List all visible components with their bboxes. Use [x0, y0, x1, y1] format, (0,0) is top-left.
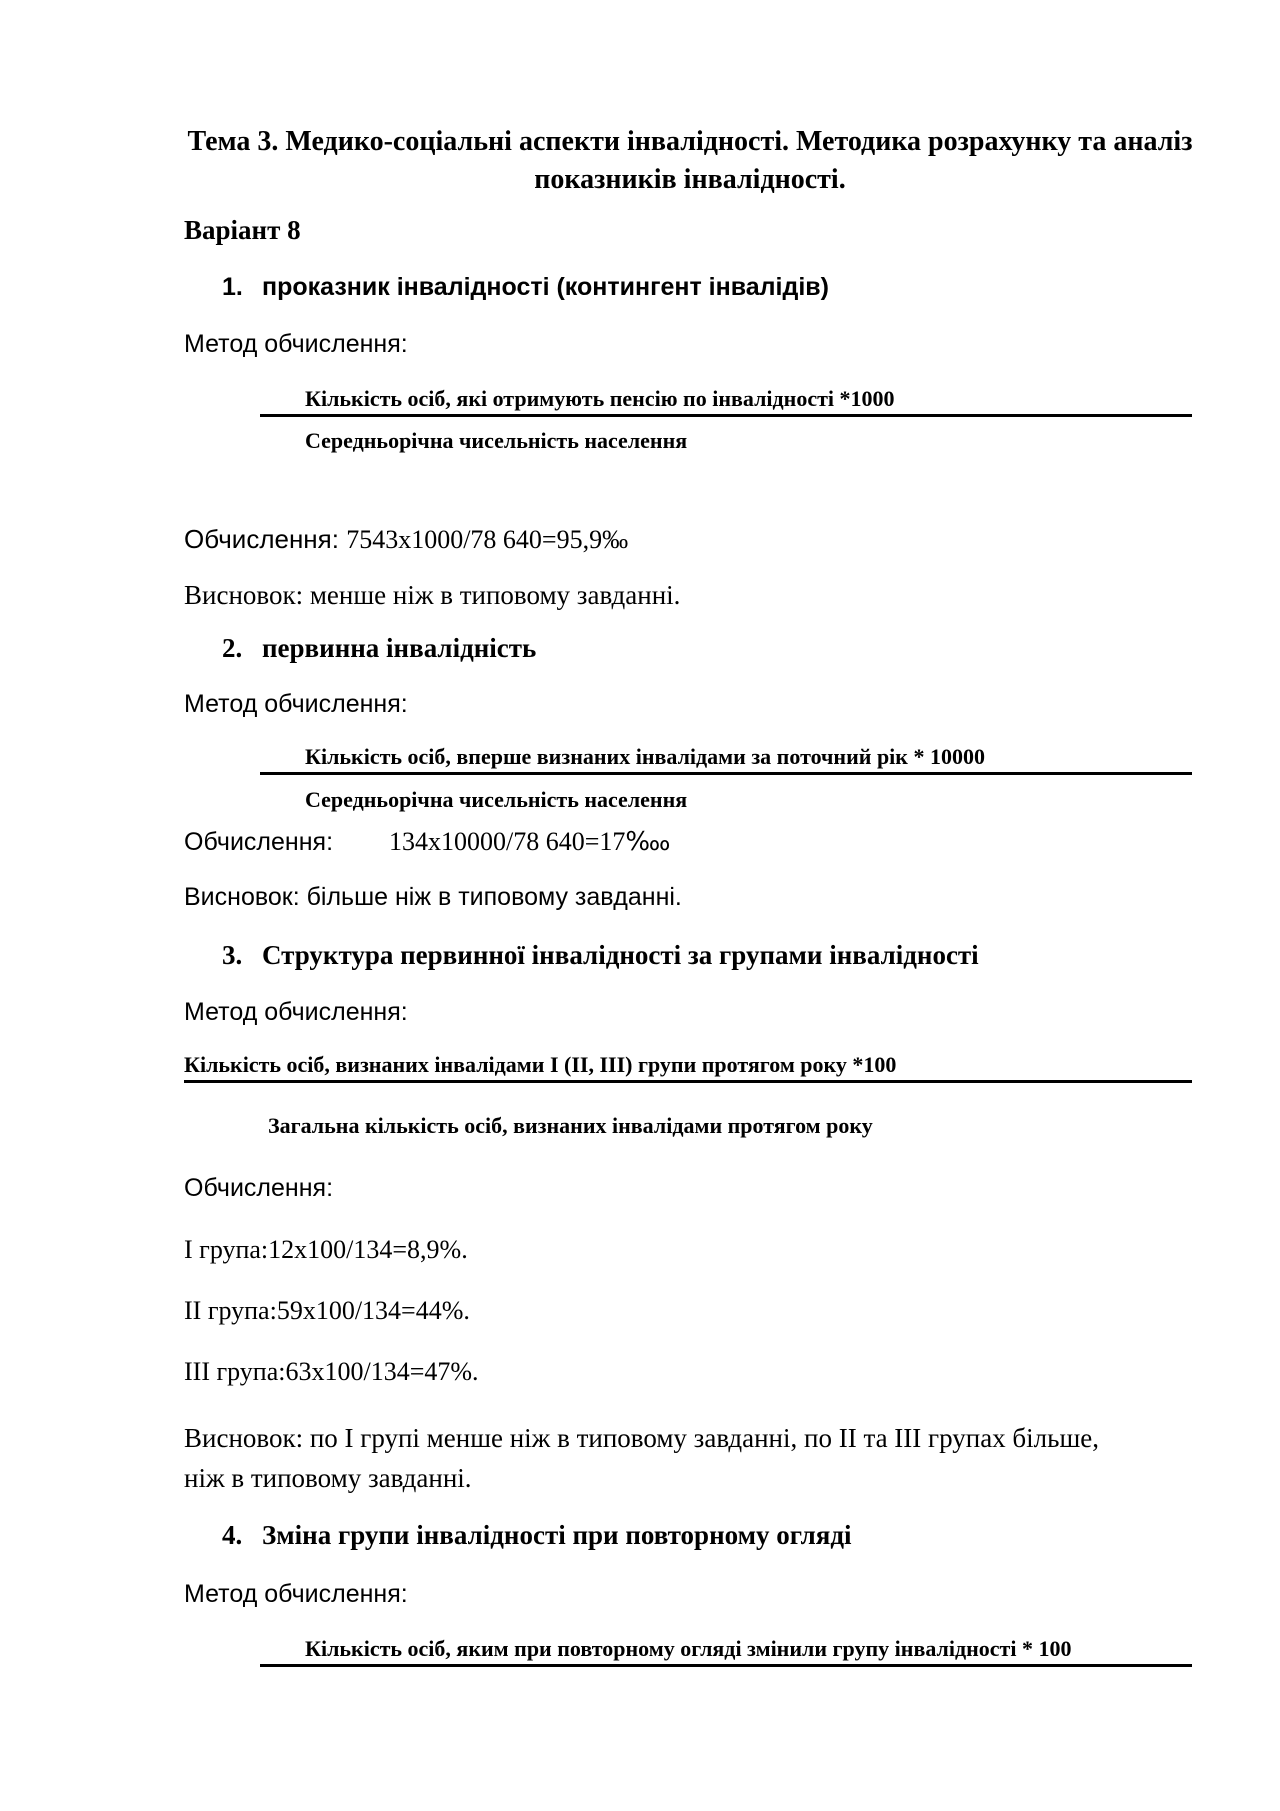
- section-1-numerator: Кількість осіб, які отримують пенсію по інвалідності *1000: [305, 386, 895, 411]
- section-3-number: 3.: [222, 940, 243, 970]
- section-1-calc-label: Обчислення:: [184, 524, 347, 554]
- section-3-calc-label: Обчислення:: [184, 1174, 334, 1202]
- section-1-method-label: Метод обчислення:: [184, 330, 408, 358]
- section-3-numerator: Кількість осіб, визнаних інвалідами I (II, III) групи протягом року *100: [184, 1052, 897, 1077]
- result-group-1: I група:12x100/134=8,9%.: [184, 1235, 468, 1264]
- section-4-fraction-bar: [260, 1664, 1192, 1667]
- section-3-fraction-bar: [184, 1080, 1192, 1083]
- section-2-fraction-bar: [260, 772, 1192, 775]
- page-title: Тема 3. Медико-соціальні аспекти інвалідності. Методика розрахунку та аналіз показників інвалідності.: [187, 126, 1193, 195]
- section-2-denominator: Середньорічна чисельність населення: [305, 787, 688, 812]
- section-2-method-label: Метод обчислення:: [184, 690, 408, 718]
- section-2-numerator: Кількість осіб, вперше визнаних інвалідами за поточний рік * 10000: [305, 744, 985, 769]
- section-3-method-label: Метод обчислення:: [184, 998, 408, 1026]
- section-2-heading: первинна інвалідність: [262, 633, 537, 663]
- section-4-number: 4.: [222, 1520, 243, 1550]
- section-4-heading: Зміна групи інвалідності при повторному огляді: [262, 1520, 852, 1550]
- section-2-conclusion: Висновок: більше ніж в типовому завданні.: [184, 883, 682, 911]
- section-1-denominator: Середньорічна чисельність населення: [305, 428, 688, 453]
- variant-label: Варіант 8: [184, 215, 301, 245]
- result-group-2: II група:59x100/134=44%.: [184, 1296, 470, 1325]
- result-group-3: III група:63x100/134=47%.: [184, 1357, 479, 1386]
- section-3-denominator: Загальна кількість осіб, визнаних інвалідами протягом року: [268, 1113, 873, 1138]
- section-2-calc-label: Обчислення:: [184, 828, 334, 856]
- section-1-number: 1.: [222, 273, 243, 301]
- section-3-conclusion: Висновок: по I групі менше ніж в типовому завданні, по II та III групах більше, ніж в типовому завданні.: [184, 1423, 1099, 1493]
- section-1-fraction-bar: [260, 414, 1192, 417]
- section-3-heading: Структура первинної інвалідності за групами інвалідності: [262, 940, 979, 970]
- section-4-numerator: Кількість осіб, яким при повторному огляді змінили групу інвалідності * 100: [305, 1636, 1072, 1661]
- section-1-conclusion: Висновок: менше ніж в типовому завданні.: [184, 580, 681, 610]
- section-4-method-label: Метод обчислення:: [184, 1580, 408, 1608]
- section-2-calc-value: 134x10000/78 640=17‱: [389, 827, 671, 856]
- section-1-calc-value: 7543x1000/78 640=95,9‰: [346, 525, 629, 554]
- section-1-calculation: [184, 524, 628, 555]
- section-2-number: 2.: [222, 633, 243, 663]
- section-1-heading: проказник інвалідності (контингент інвалідів): [262, 273, 830, 301]
